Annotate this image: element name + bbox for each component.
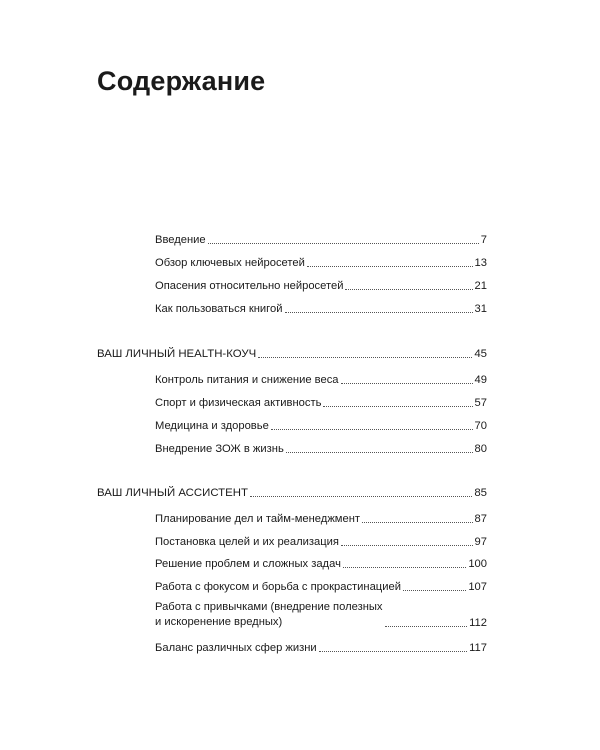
- toc-section-label: ВАШ ЛИЧНЫЙ АССИСТЕНТ: [97, 487, 248, 499]
- toc-entry-page: 7: [480, 234, 487, 246]
- toc-entry-how-to-use[interactable]: [155, 302, 487, 316]
- dot-leader: [403, 590, 466, 591]
- toc-entry-page: 112: [469, 617, 487, 629]
- toc-entry-page: 107: [468, 581, 487, 593]
- dot-leader: [285, 312, 473, 313]
- page-title: Содержание: [97, 66, 266, 96]
- dot-leader: [343, 567, 466, 568]
- toc-section-page: 85: [474, 487, 487, 499]
- toc-entry-page: 100: [468, 558, 487, 570]
- dot-leader: [307, 266, 473, 267]
- dot-leader: [345, 289, 472, 290]
- toc-entry-label: Спорт и физическая активность: [155, 397, 322, 409]
- toc-entry-label: Внедрение ЗОЖ в жизнь: [155, 443, 284, 455]
- toc-entry-focus[interactable]: [155, 580, 487, 594]
- dot-leader: [323, 406, 472, 407]
- toc-section-assistant[interactable]: [97, 486, 487, 500]
- toc-entry-page: 97: [474, 536, 487, 548]
- dot-leader: [271, 429, 473, 430]
- dot-leader: [286, 452, 473, 453]
- toc-entry-label: Введение: [155, 234, 206, 246]
- toc-entry-problem-solving[interactable]: [155, 557, 487, 571]
- toc-entry-goals[interactable]: [155, 535, 487, 549]
- dot-leader: [341, 545, 473, 546]
- toc-entry-label-line2: и искоренение вредных): [155, 616, 283, 628]
- toc-entry-page: 57: [474, 397, 487, 409]
- toc-section-label: ВАШ ЛИЧНЫЙ HEALTH-КОУЧ: [97, 348, 257, 360]
- toc-entry-healthy-lifestyle[interactable]: [155, 442, 487, 456]
- toc-entry-label: Медицина и здоровье: [155, 420, 269, 432]
- toc-entry-concerns[interactable]: [155, 279, 487, 293]
- toc-entry-page: 80: [474, 443, 487, 455]
- dot-leader: [208, 243, 479, 244]
- dot-leader: [362, 522, 473, 523]
- dot-leader: [385, 626, 468, 627]
- toc-entry-planning[interactable]: [155, 512, 487, 526]
- toc-entry-page: 70: [474, 420, 487, 432]
- toc-entry-label: Обзор ключевых нейросетей: [155, 257, 305, 269]
- dot-leader: [258, 357, 472, 358]
- toc-entry-label: Как пользоваться книгой: [155, 303, 283, 315]
- toc-entry-sport[interactable]: [155, 396, 487, 410]
- toc-entry-introduction[interactable]: [155, 233, 487, 247]
- toc-entry-label: Решение проблем и сложных задач: [155, 558, 341, 570]
- toc-entry-page: 117: [469, 642, 487, 654]
- toc-entry-networks-overview[interactable]: [155, 256, 487, 270]
- dot-leader: [341, 383, 473, 384]
- toc-entry-nutrition[interactable]: [155, 373, 487, 387]
- toc-entry-label: Планирование дел и тайм-менеджмент: [155, 513, 361, 525]
- toc-section-page: 45: [474, 348, 487, 360]
- toc-entry-label: Контроль питания и снижение веса: [155, 374, 339, 386]
- toc-entry-label: [155, 600, 383, 630]
- toc-entry-label-line1: Работа с привычками (внедрение полезных: [155, 601, 383, 613]
- toc-section-health-coach[interactable]: [97, 347, 487, 361]
- toc-entry-page: 31: [474, 303, 487, 315]
- toc-entry-label: Работа с фокусом и борьба с прокрастинацией: [155, 581, 401, 593]
- toc-entry-page: 13: [474, 257, 487, 269]
- toc-entry-life-balance[interactable]: [155, 641, 487, 655]
- toc-entry-page: 49: [474, 374, 487, 386]
- toc-entry-label: Постановка целей и их реализация: [155, 536, 339, 548]
- toc-entry-page: 87: [474, 513, 487, 525]
- toc-entry-medicine[interactable]: [155, 419, 487, 433]
- toc-entry-habits[interactable]: [155, 600, 487, 630]
- toc-entry-label: Баланс различных сфер жизни: [155, 642, 317, 654]
- toc-entry-page: 21: [474, 280, 487, 292]
- dot-leader: [250, 496, 472, 497]
- toc-entry-label: Опасения относительно нейросетей: [155, 280, 344, 292]
- dot-leader: [319, 651, 467, 652]
